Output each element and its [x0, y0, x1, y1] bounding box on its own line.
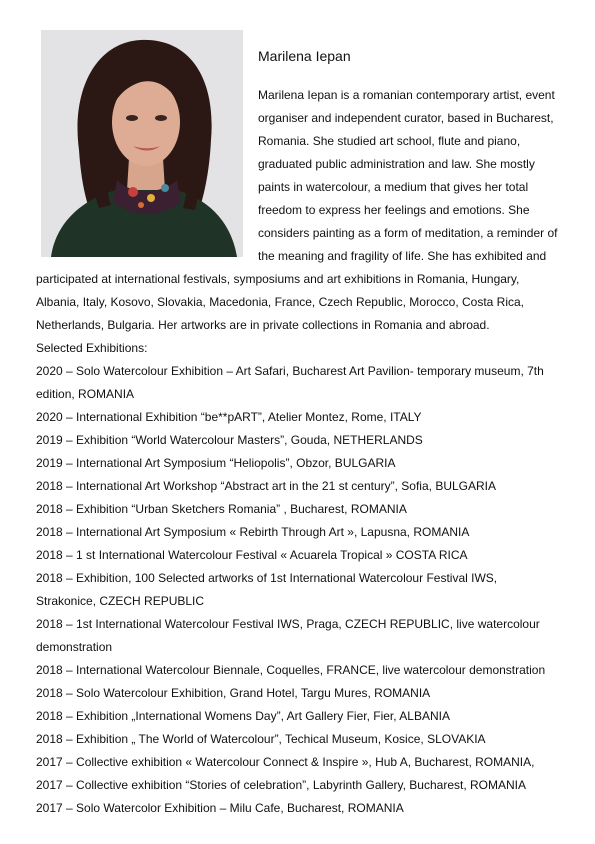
exhibition-item: 2018 – Exhibition „ The World of Watercolour”, Techical Museum, Kosice, SLOVAKIA	[36, 732, 486, 746]
artist-bio: Marilena Iepan is a romanian contemporary artist, event organiser and independent curator, based in Bucharest, Romania. She studied art school, flute and piano, graduated public administration and law. She mostly paints in watercolour, a medium that gives her total freedom to express her feelings and emotions. She considers painting as a form of meditation, a reminder of the meaning and fragility of life. She has exhibited and participated at international festivals, symposiums and art exhibitions in Romania, Hungary, Albania, Italy, Kosovo, Slovakia, Macedonia, France, Czech Republic, Morocco, Costa Rica, Netherlands, Bulgaria. Her artworks are in private collections in Romania and abroad.	[36, 88, 558, 332]
selected-exhibitions-heading: Selected Exhibitions:	[36, 341, 148, 355]
exhibition-item: 2018 – 1st International Watercolour Festival IWS, Praga, CZECH REPUBLIC, live watercolour demonstration	[36, 617, 540, 654]
exhibition-item: 2017 – Collective exhibition « Watercolour Connect & Inspire », Hub A, Bucharest, ROMANIA,	[36, 755, 535, 769]
exhibition-item: 2018 – Solo Watercolour Exhibition, Grand Hotel, Targu Mures, ROMANIA	[36, 686, 431, 700]
exhibition-item: 2020 – International Exhibition “be**pART”, Atelier Montez, Rome, ITALY	[36, 410, 422, 424]
exhibition-item: 2018 – International Watercolour Biennale, Coquelles, FRANCE, live watercolour demonstration	[36, 663, 546, 677]
bio-section	[36, 84, 558, 820]
exhibition-item: 2018 – Exhibition “Urban Sketchers Romania” , Bucharest, ROMANIA	[36, 502, 407, 516]
exhibition-item: 2018 – 1 st International Watercolour Festival « Acuarela Tropical » COSTA RICA	[36, 548, 468, 562]
exhibition-item: 2018 – International Art Workshop “Abstract art in the 21 st century”, Sofia, BULGARIA	[36, 479, 497, 493]
photo-wrap-spacer	[36, 84, 258, 264]
exhibition-item: 2018 – International Art Symposium « Rebirth Through Art », Lapusna, ROMANIA	[36, 525, 470, 539]
artist-name: Marilena Iepan	[258, 48, 351, 64]
exhibition-item: 2019 – International Art Symposium “Heliopolis”, Obzor, BULGARIA	[36, 456, 396, 470]
exhibition-item: 2019 – Exhibition “World Watercolour Masters”, Gouda, NETHERLANDS	[36, 433, 423, 447]
exhibition-item: 2017 – Solo Watercolor Exhibition – Milu Cafe, Bucharest, ROMANIA	[36, 801, 404, 815]
exhibition-item: 2018 – Exhibition „International Womens Day”, Art Gallery Fier, Fier, ALBANIA	[36, 709, 450, 723]
exhibition-item: 2017 – Collective exhibition “Stories of celebration”, Labyrinth Gallery, Bucharest, ROMANIA	[36, 778, 527, 792]
exhibitions-list	[36, 360, 558, 820]
exhibition-item: 2020 – Solo Watercolour Exhibition – Art Safari, Bucharest Art Pavilion- temporary museum, 7th edition, ROMANIA	[36, 364, 544, 401]
exhibition-item: 2018 – Exhibition, 100 Selected artworks of 1st International Watercolour Festival IWS, Strakonice, CZECH REPUBLIC	[36, 571, 498, 608]
